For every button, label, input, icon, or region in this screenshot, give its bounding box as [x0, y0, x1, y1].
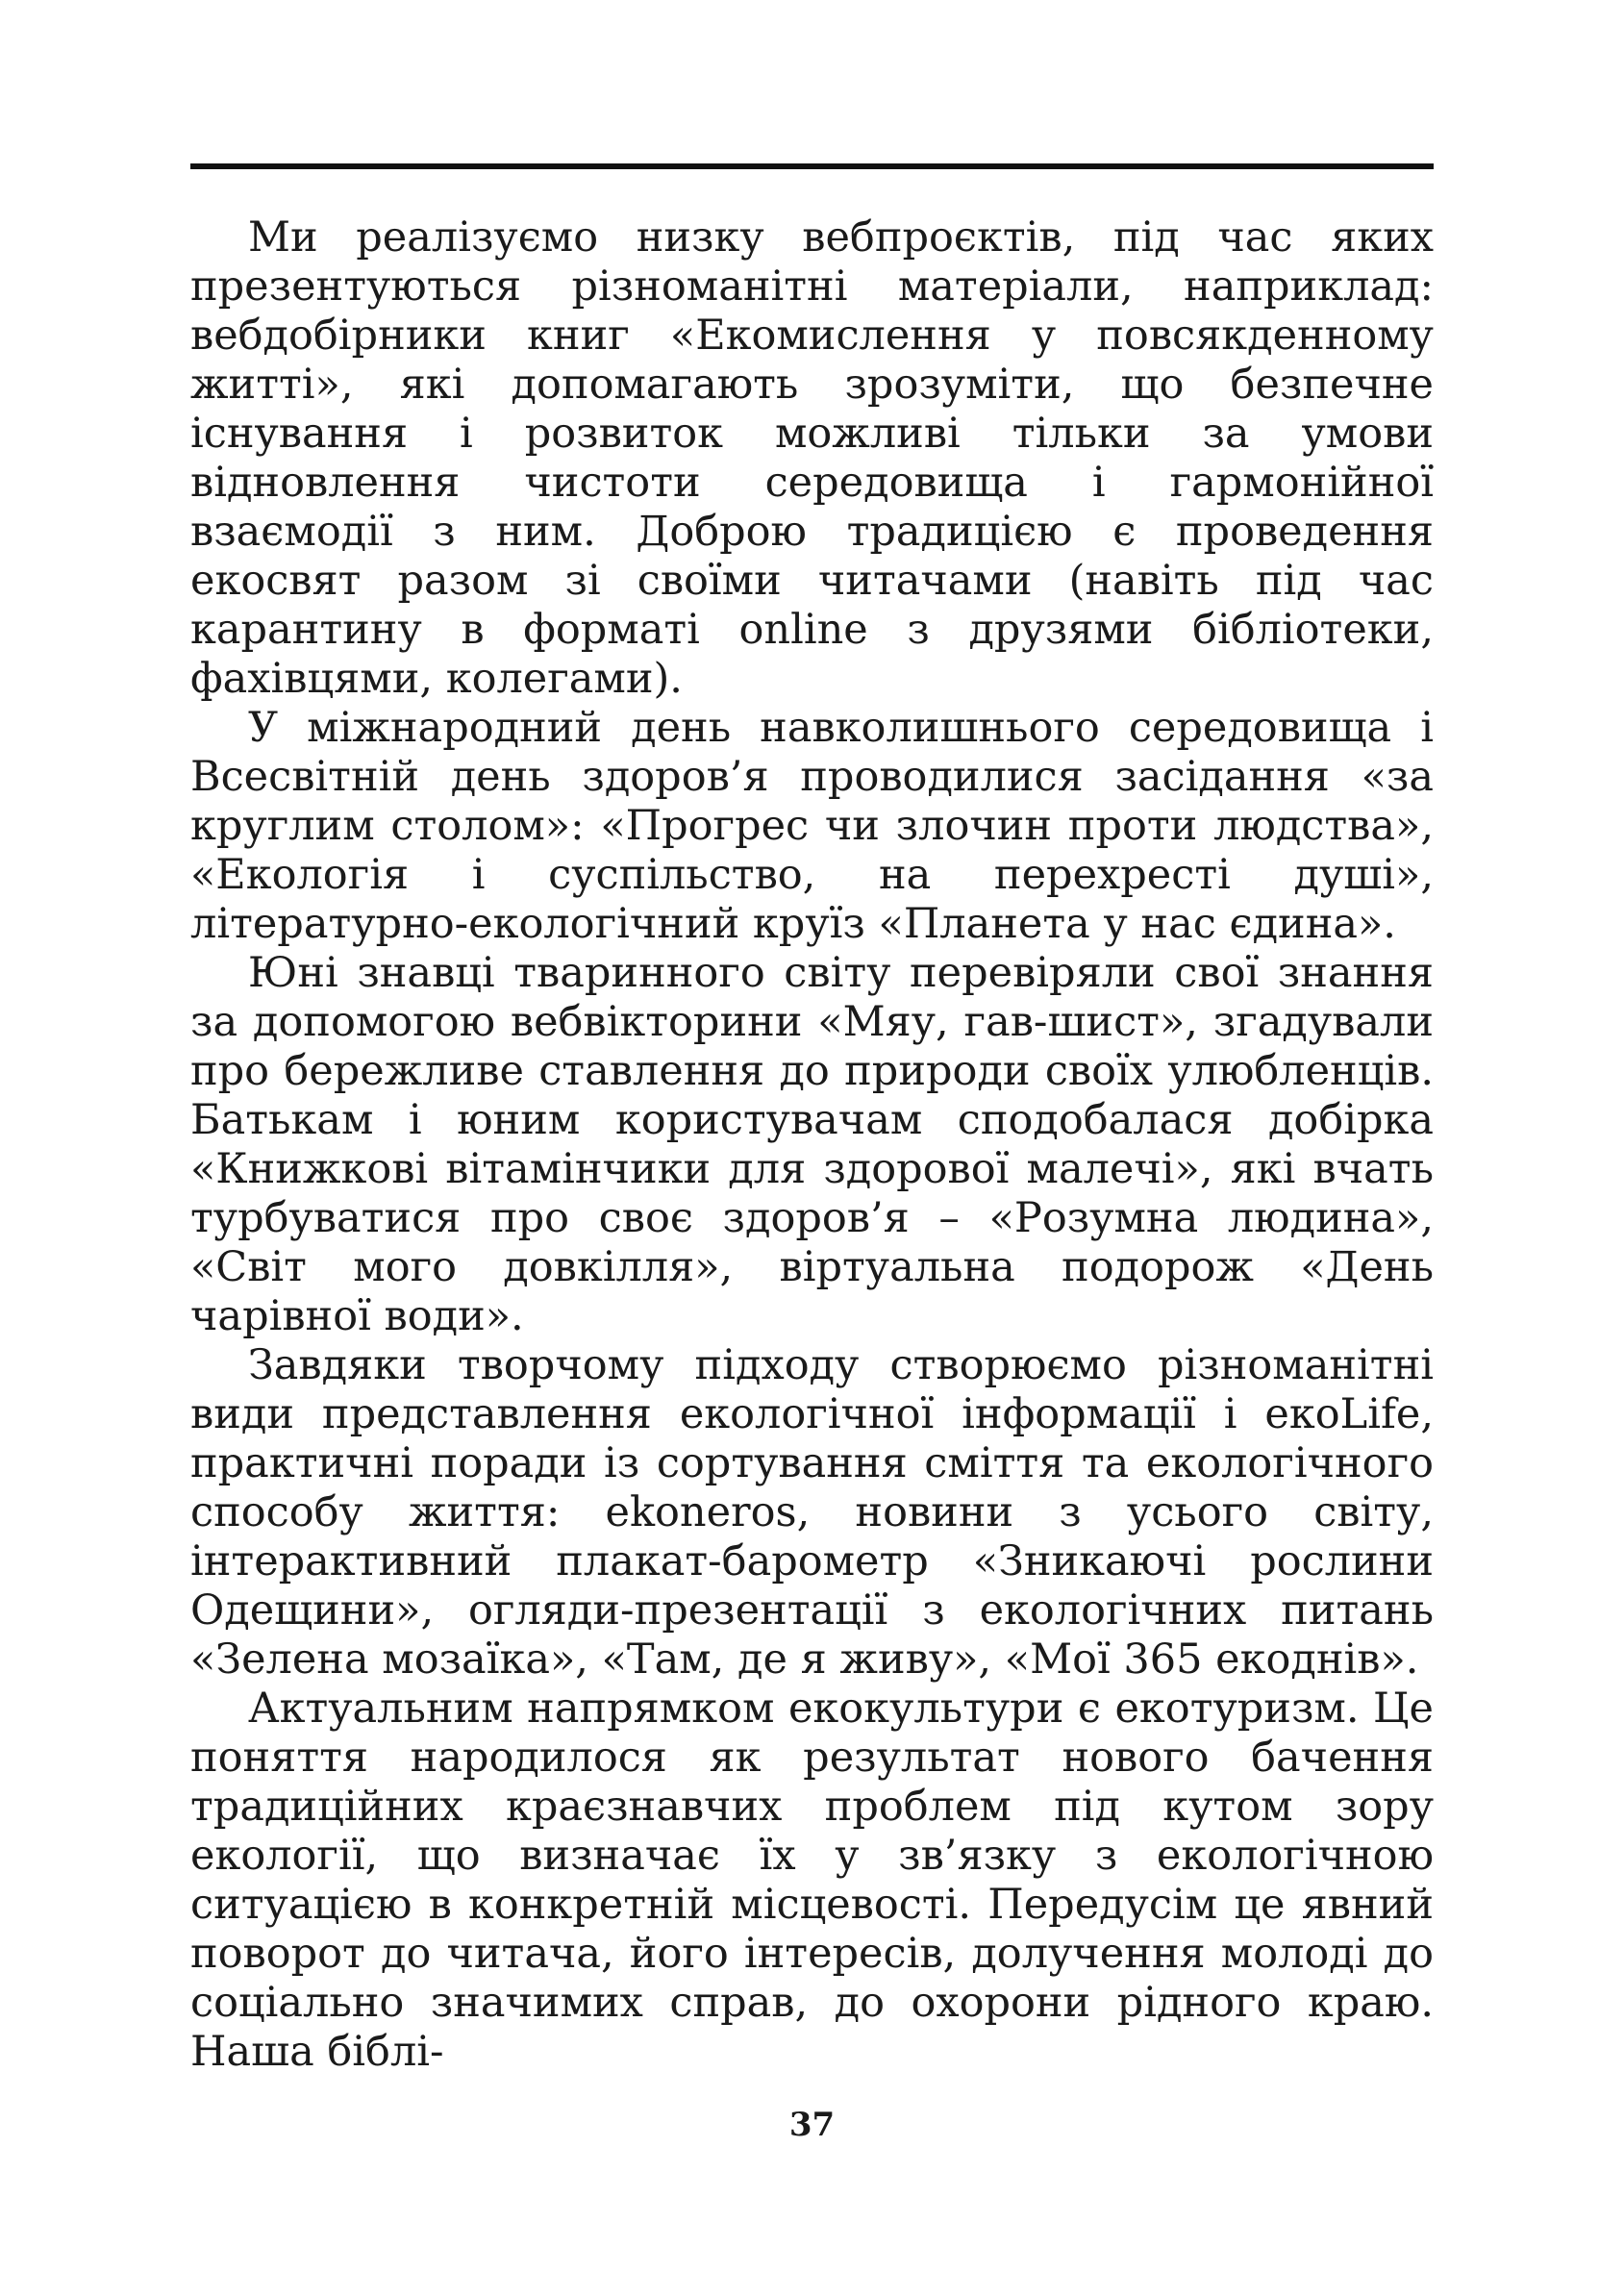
paragraph-5: Актуальним напрямком екокультури є екотуризм. Це поняття народилося як результат нового бачення традиційних краєзнавчих проблем під кутом зору екології, що визначає їх у зв’язку з екологічною ситуацією в конкретній місцевості. Передусім це явний поворот до читача, його інтересів, долучення молоді до соціально значимих справ, до охорони рідного краю. Наша біблі- — [190, 1685, 1434, 2076]
page-number: 37 — [788, 2106, 836, 2144]
paragraph-1: Ми реалізуємо низку вебпроєктів, під час яких презентуються різноманітні матеріали, наприклад: вебдобірники книг «Екомислення у повсякденному житті», які допомагають зрозуміти, що безпечне існування і розвиток можливі тільки за умови відновлення чистоти середовища і гармонійної взаємодії з ним. Доброю традицією є проведення екосвят разом зі своїми читачами (навіть під час карантину в форматі online з друзями бібліотеки, фахівцями, колегами). — [190, 213, 1434, 703]
paragraph-3: Юні знавці тваринного світу перевіряли свої знання за допомогою вебвікторини «Мяу, гав-шист», згадували про бережливе ставлення до природи своїх улюбленців. Батькам і юним користувачам сподобалася добірка «Книжкові вітамінчики для здорової малечі», які вчать турбуватися про своє здоров’я – «Розумна людина», «Світ мого довкілля», віртуальна подорож «День чарівної води». — [190, 949, 1434, 1340]
body-text — [190, 213, 1434, 2077]
header-rule — [190, 163, 1434, 169]
paragraph-2: У міжнародний день навколишнього середовища і Всесвітній день здоров’я проводилися засідання «за круглим столом»: «Прогрес чи злочин проти людства», «Екологія і суспільство, на перехресті душі», літературно-екологічний круїз «Планета у нас єдина». — [190, 704, 1434, 948]
paragraph-4: Завдяки творчому підходу створюємо різноманітні види представлення екологічної інформації і екоLife, практичні поради із сортування сміття та екологічного способу життя: ekoneros, новини з усього світу, інтерактивний плакат-барометр «Зникаючі рослини Одещини», огляди-презентації з екологічних питань «Зелена мозаїка», «Там, де я живу», «Мої 365 екоднів». — [190, 1341, 1434, 1684]
